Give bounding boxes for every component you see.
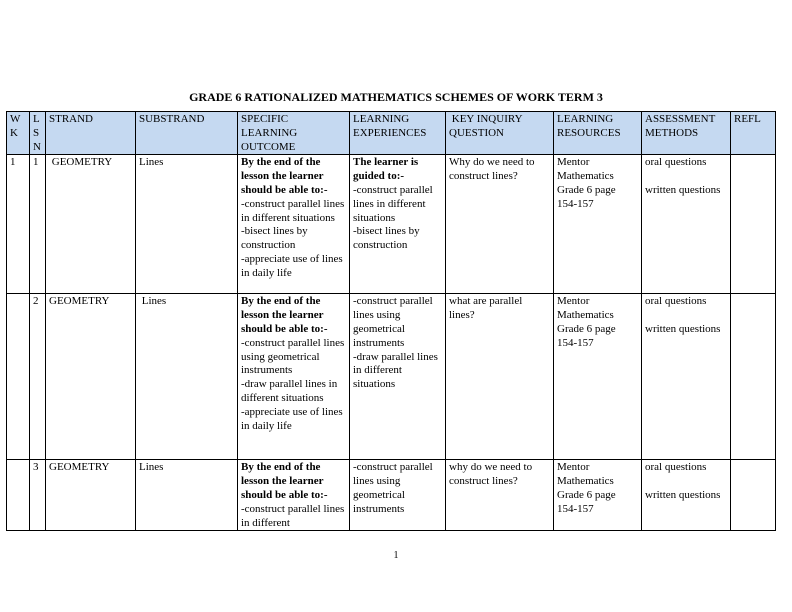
header-resources: LEARNING RESOURCES	[554, 112, 642, 155]
assessment-spacer	[645, 170, 727, 184]
cell-wk	[7, 460, 30, 531]
cell-assessment	[642, 294, 731, 460]
cell-experiences	[350, 294, 446, 460]
cell-substrand	[136, 294, 238, 460]
cell-strand	[46, 155, 136, 294]
cell-experiences	[350, 460, 446, 531]
cell-inquiry: Why do we need to construct lines?	[446, 155, 554, 294]
cell-strand: GEOMETRY	[46, 294, 136, 460]
outcome-lead: By the end of the lesson the learner should be able to:-	[241, 156, 328, 196]
substrand-text: Lines	[139, 295, 167, 308]
cell-substrand: Lines	[136, 155, 238, 294]
assessment-method: oral questions	[645, 156, 707, 169]
assessment-method: oral questions	[645, 461, 707, 474]
cell-lsn: 3	[30, 460, 46, 531]
experiences-item: -construct parallel lines using geometrical instruments	[353, 295, 436, 349]
cell-resources: Mentor Mathematics Grade 6 page 154-157	[554, 294, 642, 460]
header-substrand: SUBSTRAND	[136, 112, 238, 155]
header-row	[7, 112, 776, 155]
header-refl: REFL	[731, 112, 776, 155]
experiences-item: -bisect lines by construction	[353, 225, 423, 252]
outcome-item: -draw parallel lines in different situations	[241, 378, 340, 404]
header-experiences: LEARNING EXPERIENCES	[350, 112, 446, 155]
cell-inquiry: why do we need to construct lines?	[446, 460, 554, 531]
outcome-item: -appreciate use of lines in daily life	[241, 252, 346, 279]
schemes-table	[6, 111, 776, 531]
assessment-method: written questions	[645, 322, 721, 335]
experiences-item: -draw parallel lines in different situations	[353, 350, 441, 391]
outcome-lead: By the end of the lesson the learner should be able to:-	[241, 461, 328, 501]
cell-substrand: Lines	[136, 460, 238, 531]
assessment-method: written questions	[645, 183, 721, 196]
cell-outcome	[238, 460, 350, 531]
strand-text: GEOMETRY	[49, 156, 113, 169]
assessment-method: written questions	[645, 488, 721, 501]
header-inquiry: KEY INQUIRY QUESTION	[446, 112, 554, 155]
cell-wk: 1	[7, 155, 30, 294]
cell-refl	[731, 155, 776, 294]
table-row	[7, 155, 776, 294]
assessment-method: oral questions	[645, 295, 707, 308]
assessment-spacer	[645, 475, 727, 489]
header-outcome: SPECIFIC LEARNING OUTCOME	[238, 112, 350, 155]
cell-refl	[731, 294, 776, 460]
header-lsn: L S N	[30, 112, 46, 155]
outcome-item: -construct parallel lines in different situations	[241, 197, 347, 224]
cell-strand: GEOMETRY	[46, 460, 136, 531]
header-assessment: ASSESSMENT METHODS	[642, 112, 731, 155]
cell-lsn: 1	[30, 155, 46, 294]
outcome-item: -bisect lines by construction	[241, 225, 311, 252]
cell-outcome	[238, 294, 350, 460]
cell-lsn: 2	[30, 294, 46, 460]
cell-assessment	[642, 460, 731, 531]
cell-resources: Mentor Mathematics Grade 6 page 154-157	[554, 460, 642, 531]
experiences-item: -construct parallel lines in different situations	[353, 183, 436, 224]
experiences-item: -construct parallel lines using geometrical instruments	[353, 461, 436, 515]
cell-inquiry: what are parallel lines?	[446, 294, 554, 460]
cell-experiences	[350, 155, 446, 294]
document-title: GRADE 6 RATIONALIZED MATHEMATICS SCHEMES OF WORK TERM 3	[189, 90, 603, 104]
page-number: 1	[393, 550, 399, 561]
header-strand: STRAND	[46, 112, 136, 155]
outcome-item: -construct parallel lines using geometrical instruments	[241, 336, 347, 377]
outcome-item: -appreciate use of lines in daily life	[241, 405, 346, 432]
cell-outcome	[238, 155, 350, 294]
cell-wk	[7, 294, 30, 460]
experiences-lead: The learner is guided to:-	[353, 156, 421, 183]
assessment-spacer	[645, 309, 727, 323]
cell-resources: Mentor Mathematics Grade 6 page 154-157	[554, 155, 642, 294]
header-wk: W K	[7, 112, 30, 155]
outcome-lead: By the end of the lesson the learner should be able to:-	[241, 295, 328, 335]
table-row	[7, 460, 776, 531]
cell-refl	[731, 460, 776, 531]
cell-assessment	[642, 155, 731, 294]
outcome-item: -construct parallel lines in different	[241, 502, 347, 529]
table-row	[7, 294, 776, 460]
